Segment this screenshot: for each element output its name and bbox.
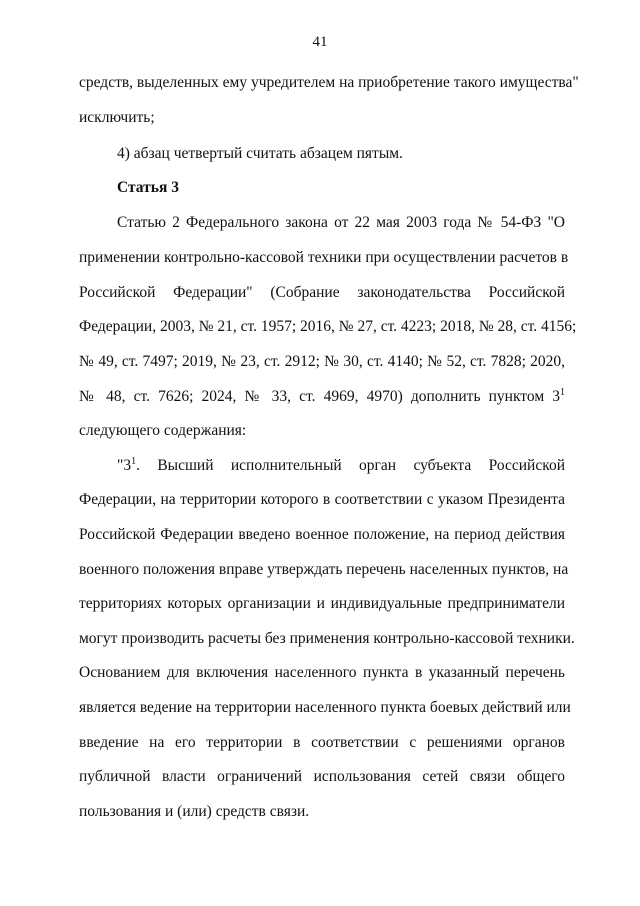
- article-paragraph-line-4: Федерации, 2003, № 21, ст. 1957; 2016, № 27, ст. 4223; 2018, № 28, ст. 4156;: [79, 318, 577, 335]
- quote-line-6: могут производить расчеты без применения контрольно-кассовой техники.: [79, 630, 575, 647]
- quote-line-4: военного положения вправе утверждать перечень населенных пунктов, на: [79, 561, 569, 578]
- article-paragraph-line-6-superscript: 1: [560, 387, 565, 398]
- quote-line-1: [117, 456, 565, 476]
- quote-line-8: является ведение на территории населенного пункта боевых действий или: [79, 699, 571, 716]
- article-paragraph-line-1: Статью 2 Федерального закона от 22 мая 2003 года № 54-ФЗ "О: [117, 214, 565, 231]
- page-number: 41: [312, 34, 328, 50]
- quote-line-9: введение на его территории в соответствии с решениями органов: [79, 734, 565, 751]
- quote-superscript: 1: [131, 456, 137, 467]
- article-paragraph-line-5: № 49, ст. 7497; 2019, № 23, ст. 2912; № 30, ст. 4140; № 52, ст. 7828; 2020,: [79, 353, 565, 370]
- quote-line-7: Основанием для включения населенного пункта в указанный перечень: [79, 664, 565, 681]
- article-paragraph-line-6: [79, 387, 565, 407]
- quote-line-1-text: . Высший исполнительный орган субъекта Российской: [136, 457, 565, 474]
- article-paragraph-line-3: Российской Федерации" (Собрание законодательства Российской: [79, 284, 565, 301]
- article-paragraph-line-6-text: № 48, ст. 7626; 2024, № 33, ст. 4969, 4970) дополнить пунктом 3: [79, 388, 560, 405]
- quote-line-5: территориях которых организации и индивидуальные предприниматели: [79, 595, 565, 612]
- quote-line-10: публичной власти ограничений использования сетей связи общего: [79, 768, 565, 785]
- quote-line-11: пользования и (или) средств связи.: [79, 803, 310, 820]
- article-heading: Статья 3: [117, 179, 179, 196]
- article-paragraph-line-2: применении контрольно-кассовой техники при осуществлении расчетов в: [79, 249, 569, 266]
- quote-open: "3: [117, 457, 132, 474]
- intro-line-1: средств, выделенных ему учредителем на приобретение такого имущества": [79, 74, 579, 91]
- item-4: 4) абзац четвертый считать абзацем пятым.: [117, 145, 403, 162]
- quote-line-3: Российской Федерации введено военное положение, на период действия: [79, 526, 565, 543]
- article-paragraph-line-7: следующего содержания:: [79, 422, 247, 439]
- quote-line-2: Федерации, на территории которого в соответствии с указом Президента: [79, 491, 565, 508]
- intro-line-2: исключить;: [79, 109, 155, 126]
